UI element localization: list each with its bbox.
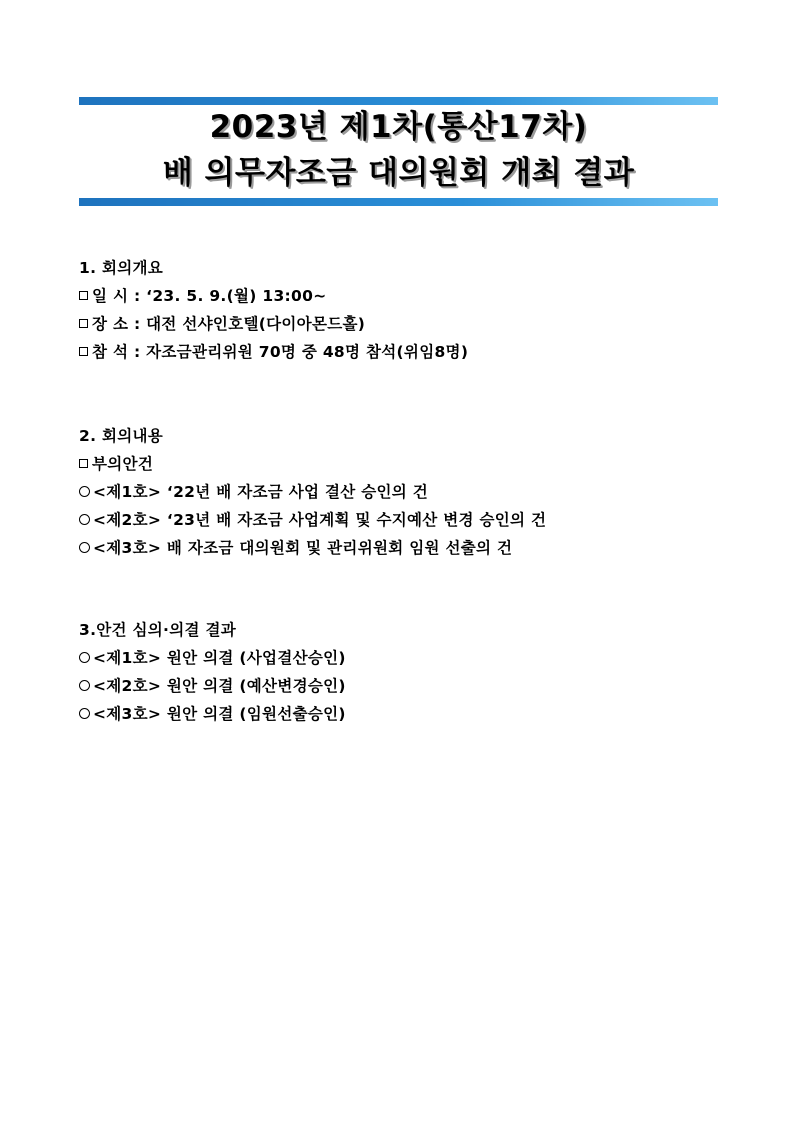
title-top-bar <box>79 97 718 105</box>
section-3-item-3: <제3호> 원안 의결 (임원선출승인) <box>79 704 346 724</box>
circle-bullet-icon <box>79 708 90 719</box>
circle-bullet-icon <box>79 486 90 497</box>
section-1-item-1: 일 시 : ‘23. 5. 9.(월) 13:00~ <box>79 286 326 306</box>
title-bottom-bar <box>79 198 718 206</box>
section-2-item-1: 부의안건 <box>79 454 153 474</box>
page-title-line-1: 2023년 제1차(통산17차) <box>209 109 588 145</box>
section-3-item-2: <제2호> 원안 의결 (예산변경승인) <box>79 676 346 696</box>
square-bullet-icon <box>79 319 88 328</box>
circle-bullet-icon <box>79 680 90 691</box>
section-2-heading: 2. 회의내용 <box>79 427 164 445</box>
square-bullet-icon <box>79 459 88 468</box>
square-bullet-icon <box>79 347 88 356</box>
section-2-item-4: <제3호> 배 자조금 대의원회 및 관리위원회 임원 선출의 건 <box>79 538 512 558</box>
square-bullet-icon <box>79 291 88 300</box>
section-2-item-3: <제2호> ‘23년 배 자조금 사업계획 및 수지예산 변경 승인의 건 <box>79 510 546 530</box>
section-3-heading: 3.안건 심의·의결 결과 <box>79 621 237 639</box>
title-block <box>79 97 718 207</box>
section-1-item-3: 참 석 : 자조금관리위원 70명 중 48명 참석(위임8명) <box>79 342 468 362</box>
section-1-item-2: 장 소 : 대전 선샤인호텔(다이아몬드홀) <box>79 314 365 334</box>
circle-bullet-icon <box>79 652 90 663</box>
section-1-heading: 1. 회의개요 <box>79 259 164 277</box>
section-3-item-1: <제1호> 원안 의결 (사업결산승인) <box>79 648 346 668</box>
section-2-item-2: <제1호> ‘22년 배 자조금 사업 결산 승인의 건 <box>79 482 428 502</box>
page-title-line-2: 배 의무자조금 대의원회 개최 결과 <box>162 155 635 191</box>
circle-bullet-icon <box>79 542 90 553</box>
circle-bullet-icon <box>79 514 90 525</box>
